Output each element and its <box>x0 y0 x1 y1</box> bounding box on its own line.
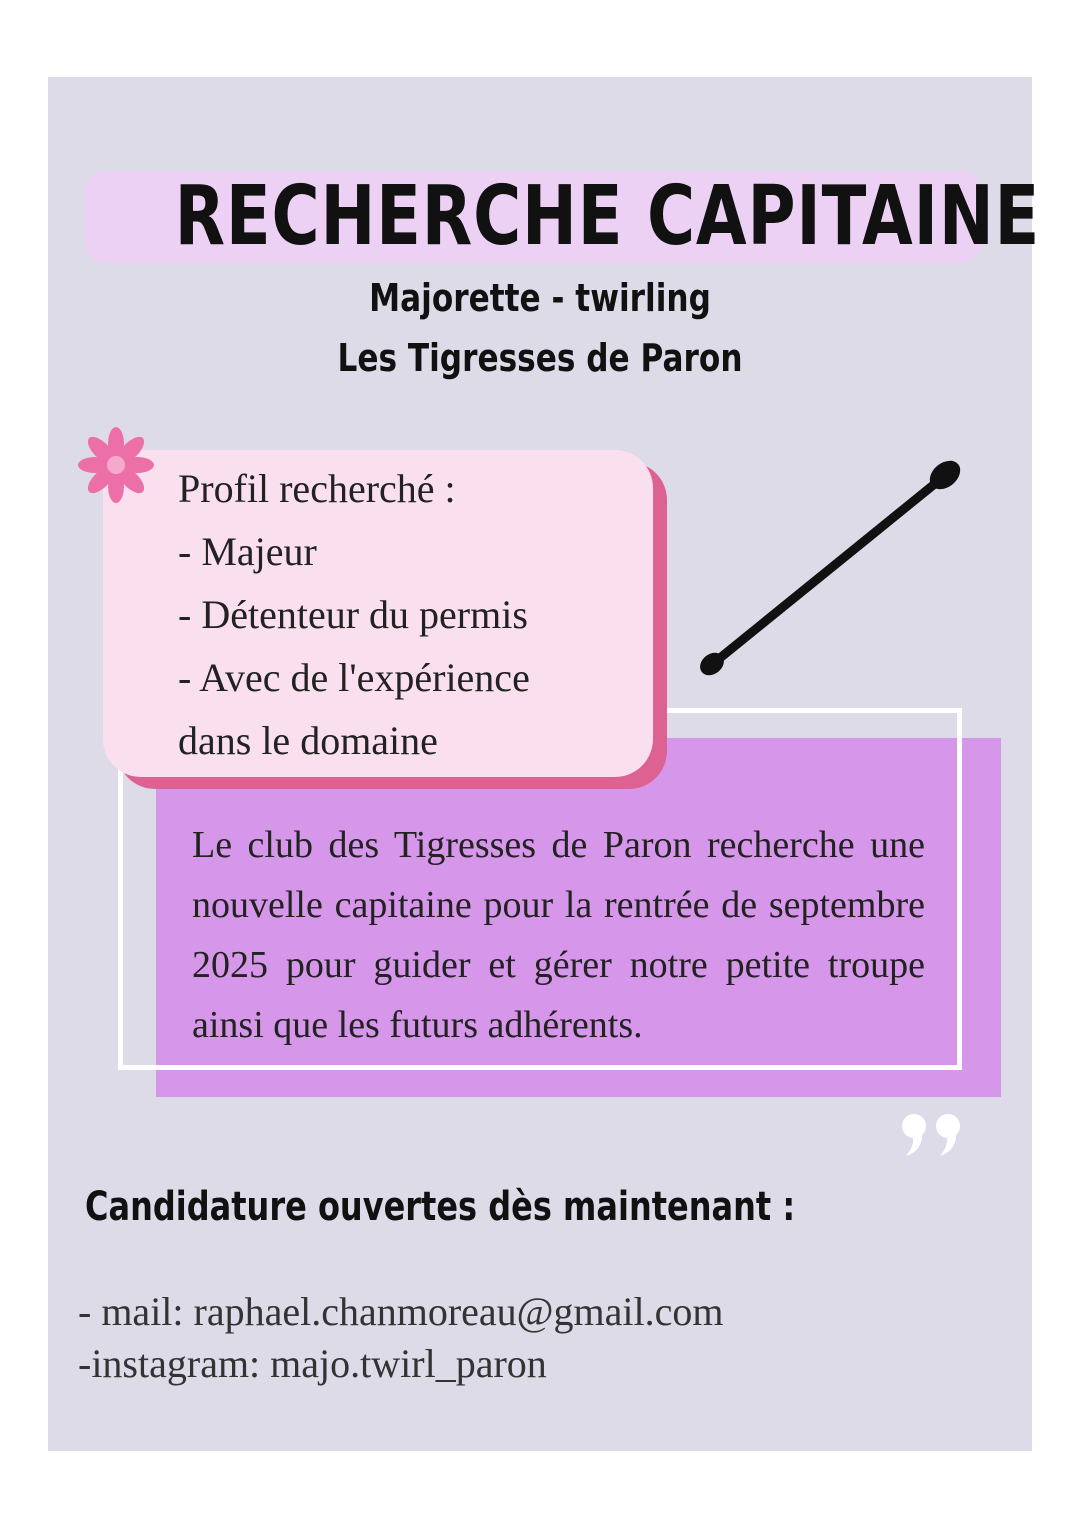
profile-item: - Avec de l'expérience <box>178 655 530 700</box>
subtitle-club: Les Tigresses de Paron <box>337 336 743 380</box>
baton-icon <box>690 450 970 690</box>
applications-heading: Candidature ouvertes dès maintenant : <box>85 1184 796 1230</box>
quote-icon <box>898 1112 968 1162</box>
profile-item: - Détenteur du permis <box>178 592 528 637</box>
flower-icon <box>76 425 156 505</box>
page-title: RECHERCHE CAPITAINE <box>174 169 1041 264</box>
profile-list <box>178 457 648 772</box>
contact-mail: - mail: raphael.chanmoreau@gmail.com <box>78 1289 724 1334</box>
club-description: Le club des Tigresses de Paron recherche une nouvelle capitaine pour la rentrée de septembre 2025 pour guider et gérer notre petite troupe ainsi que les futurs adhérents. <box>192 824 925 1046</box>
contact-instagram: -instagram: majo.twirl_paron <box>78 1341 547 1386</box>
profile-heading: Profil recherché : <box>178 466 456 511</box>
profile-item: - Majeur <box>178 529 317 574</box>
profile-item: dans le domaine <box>178 718 438 763</box>
subtitle-discipline: Majorette - twirling <box>369 276 711 320</box>
